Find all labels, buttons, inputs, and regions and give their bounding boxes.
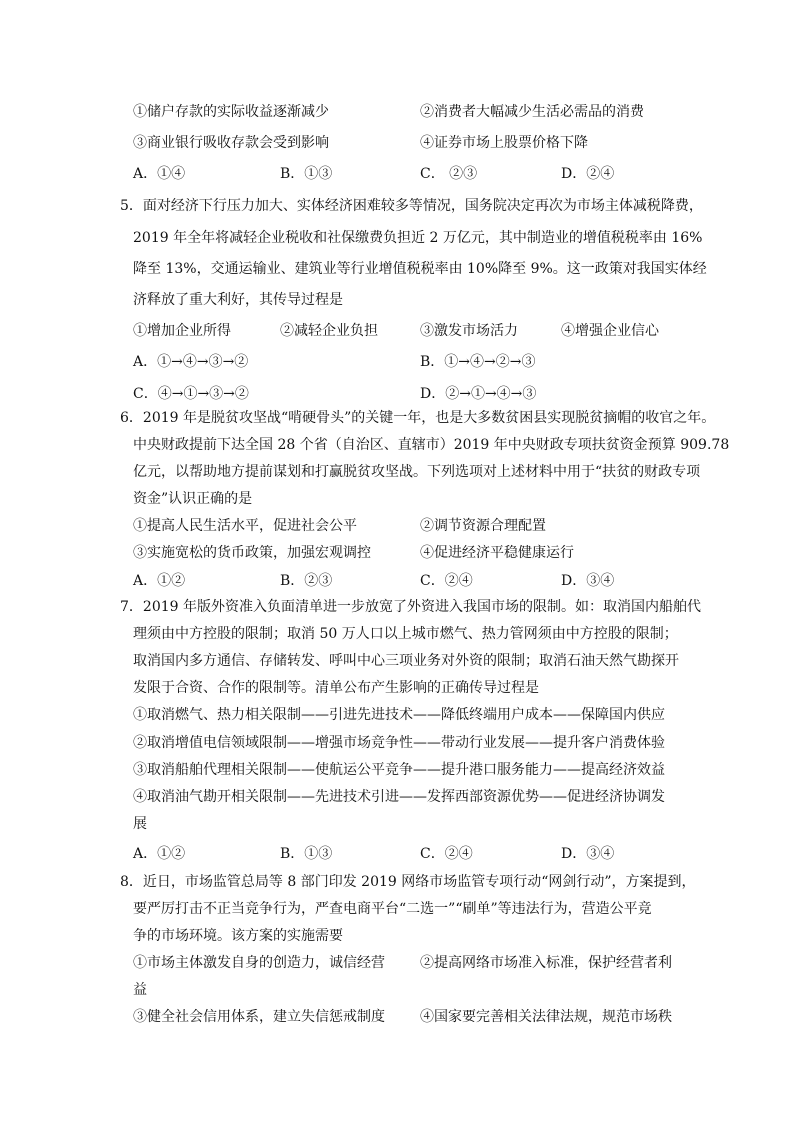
q5-item-3: ③激发市场活力: [420, 323, 518, 339]
q4-choice-d: D．②④: [561, 166, 615, 182]
q6-stem-line-3: 亿元，以帮助地方提前谋划和打赢脱贫攻坚战。下列选项对上述材料中用于“扶贫的财政专项: [133, 464, 701, 480]
q4-item-4: ④证券市场上股票价格下降: [420, 135, 588, 151]
q6-choice-d: D．③④: [561, 573, 615, 589]
q5-choice-c: C．④→①→③→②: [133, 386, 249, 402]
q6-item-4: ④促进经济平稳健康运行: [420, 545, 574, 561]
q7-stem-line-3: 取消国内多方通信、存储转发、呼叫中心三项业务对外资的限制；取消石油天然气勘探开: [133, 653, 679, 669]
q5-choice-b: B．①→④→②→③: [420, 354, 536, 370]
q5-choice-a: A．①→④→③→②: [133, 354, 249, 370]
q5-item-1: ①增加企业所得: [133, 323, 231, 339]
q4-item-2: ②消费者大幅减少生活必需品的消费: [420, 104, 644, 120]
q7-item-2: ②取消增值电信领域限制——增强市场竞争性——带动行业发展——提升客户消费体验: [133, 735, 665, 751]
q6-item-3: ③实施宽松的货币政策，加强宏观调控: [133, 545, 371, 561]
q7-choice-b: B．①③: [280, 846, 333, 862]
q7-item-3: ③取消船舶代理相关限制——使航运公平竞争——提升港口服务能力——提高经济效益: [133, 762, 665, 778]
q4-choice-c: C． ②③: [420, 166, 478, 182]
q4-item-3: ③商业银行吸收存款会受到影响: [133, 135, 329, 151]
q8-stem-line-2: 要严厉打击不正当竞争行为，严查电商平台“二选一”“刷单”等违法行为，营造公平竞: [133, 901, 652, 917]
q6-choice-a: A．①②: [133, 573, 186, 589]
q6-choice-c: C．②④: [420, 573, 473, 589]
q7-item-4: ④取消油气勘开相关限制——先进技术引进——发挥西部资源优势——促进经济协调发: [133, 789, 665, 805]
q6-item-2: ②调节资源合理配置: [420, 518, 546, 534]
q6-stem-line-4: 资金”认识正确的是: [133, 491, 253, 507]
q6-stem-line-2: 中央财政提前下达全国 28 个省（自治区、直辖市）2019 年中央财政专项扶贫资金预算 909.78: [133, 437, 730, 453]
q8-stem-line-3: 争的市场环境。该方案的实施需要: [133, 928, 343, 944]
q4-choice-a: A．①④: [133, 166, 186, 182]
q7-choice-a: A．①②: [133, 846, 186, 862]
q6-item-1: ①提高人民生活水平，促进社会公平: [133, 518, 357, 534]
q7-stem-line-4: 发限于合资、合作的限制等。清单公布产生影响的正确传导过程是: [133, 680, 539, 696]
q4-item-1: ①储户存款的实际收益逐渐减少: [133, 104, 329, 120]
q8-stem-line-1: 8．近日，市场监管总局等 8 部门印发 2019 网络市场监管专项行动“网剑行动”，方案提到，: [120, 874, 696, 890]
q5-item-2: ②减轻企业负担: [280, 323, 378, 339]
q7-stem-line-2: 理须由中方控股的限制；取消 50 万人口以上城市燃气、热力管网须由中方控股的限制；: [133, 626, 678, 642]
q7-choice-c: C．②④: [420, 846, 473, 862]
q7-stem-line-1: 7．2019 年版外资准入负面清单进一步放宽了外资进入我国市场的限制。如：取消国内船舶代: [120, 599, 701, 615]
q7-item-1: ①取消燃气、热力相关限制——引进先进技术——降低终端用户成本——保障国内供应: [133, 707, 665, 723]
q5-stem-line-2: 2019 年全年将减轻企业税收和社保缴费负担近 2 万亿元，其中制造业的增值税税率由 16%: [133, 230, 703, 246]
q6-stem-line-1: 6．2019 年是脱贫攻坚战“啃硬骨头”的关键一年，也是大多数贫困县实现脱贫摘帽的收官之年。: [120, 410, 716, 426]
q5-item-4: ④增强企业信心: [561, 323, 659, 339]
q6-choice-b: B．②③: [280, 573, 333, 589]
q7-item-4-continued: 展: [133, 816, 147, 832]
q5-stem-line-4: 济释放了重大利好，其传导过程是: [133, 292, 343, 308]
q4-choice-b: B．①③: [280, 166, 333, 182]
q5-stem-line-1: 5．面对经济下行压力加大、实体经济困难较多等情况，国务院决定再次为市场主体减税降费，: [120, 198, 703, 214]
q5-choice-d: D．②→①→④→③: [420, 386, 537, 402]
q8-item-1: ①市场主体激发自身的创造力，诚信经营: [133, 955, 385, 971]
q8-item-2: ②提高网络市场准入标准，保护经营者利: [420, 955, 672, 971]
q8-item-4: ④国家要完善相关法律法规，规范市场秩: [420, 1009, 672, 1025]
q8-item-3: ③健全社会信用体系，建立失信惩戒制度: [133, 1009, 385, 1025]
q8-item-2-continued: 益: [133, 982, 147, 998]
q5-stem-line-3: 降至 13%，交通运输业、建筑业等行业增值税税率由 10%降至 9%。这一政策对我国实体经: [133, 261, 707, 277]
q7-choice-d: D．③④: [561, 846, 615, 862]
